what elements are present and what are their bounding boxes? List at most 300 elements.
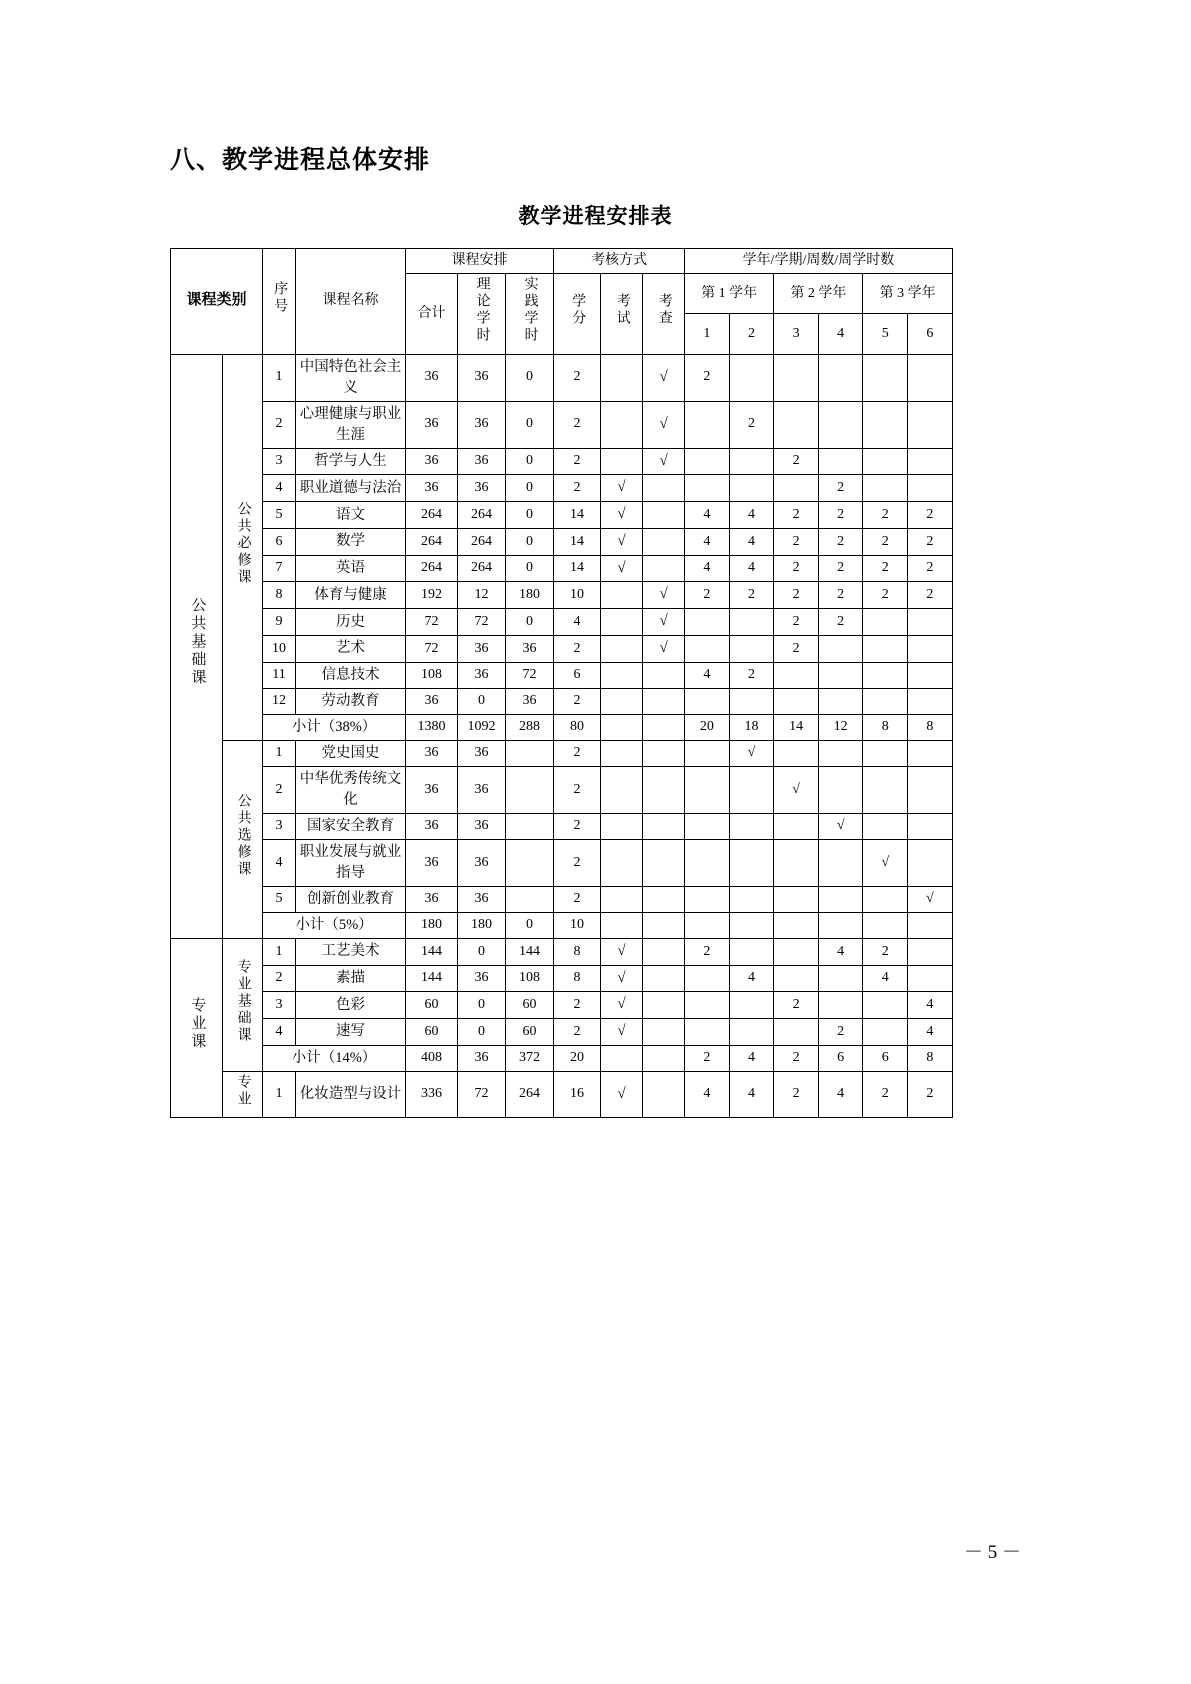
row-total-hours: 144 bbox=[406, 938, 458, 965]
row-term-3 bbox=[774, 886, 819, 912]
row-term-4 bbox=[818, 688, 863, 714]
row-term-6: 2 bbox=[908, 582, 953, 609]
row-term-6: 2 bbox=[908, 528, 953, 555]
row-term-3 bbox=[774, 688, 819, 714]
row-exam-mark bbox=[601, 609, 643, 636]
subtotal-term-5 bbox=[863, 912, 908, 938]
subtotal-lecture-hours: 180 bbox=[458, 912, 506, 938]
row-check-mark bbox=[643, 502, 685, 529]
subcategory-label: 专业 bbox=[235, 1073, 251, 1108]
row-credits: 8 bbox=[554, 965, 601, 992]
header-term-5: 5 bbox=[863, 314, 908, 354]
subtotal-label: 小计（5%） bbox=[263, 912, 406, 938]
row-exam-mark: √ bbox=[601, 528, 643, 555]
row-exam-mark bbox=[601, 766, 643, 813]
row-course-name: 中国特色社会主义 bbox=[296, 354, 406, 401]
subtotal-term-1: 2 bbox=[685, 1045, 730, 1071]
subtotal-total-hours: 1380 bbox=[406, 714, 458, 740]
row-lecture-hours: 72 bbox=[458, 1071, 506, 1117]
row-exam-mark: √ bbox=[601, 992, 643, 1019]
row-term-6 bbox=[908, 965, 953, 992]
table-row bbox=[171, 354, 953, 401]
row-practice-hours: 0 bbox=[506, 528, 554, 555]
row-practice-hours bbox=[506, 813, 554, 839]
subtotal-total-hours: 180 bbox=[406, 912, 458, 938]
row-term-3 bbox=[774, 938, 819, 965]
row-seq: 1 bbox=[263, 1071, 296, 1117]
row-lecture-hours: 36 bbox=[458, 662, 506, 688]
row-term-1 bbox=[685, 813, 730, 839]
row-term-3 bbox=[774, 354, 819, 401]
row-check-mark: √ bbox=[643, 635, 685, 662]
subtotal-term-1: 20 bbox=[685, 714, 730, 740]
row-term-4: 4 bbox=[818, 938, 863, 965]
table-row bbox=[171, 766, 953, 813]
row-exam-mark bbox=[601, 582, 643, 609]
table-row bbox=[171, 1019, 953, 1046]
row-term-3 bbox=[774, 839, 819, 886]
subtotal-term-4 bbox=[818, 912, 863, 938]
teaching-schedule-table bbox=[170, 248, 953, 1118]
row-total-hours: 36 bbox=[406, 448, 458, 475]
row-seq: 10 bbox=[263, 635, 296, 662]
row-total-hours: 336 bbox=[406, 1071, 458, 1117]
row-practice-hours: 60 bbox=[506, 1019, 554, 1046]
subtotal-term-5: 8 bbox=[863, 714, 908, 740]
row-term-5 bbox=[863, 635, 908, 662]
row-total-hours: 36 bbox=[406, 688, 458, 714]
subtotal-exam bbox=[601, 912, 643, 938]
row-seq: 4 bbox=[263, 1019, 296, 1046]
subtotal-term-5: 6 bbox=[863, 1045, 908, 1071]
subtotal-lecture-hours: 36 bbox=[458, 1045, 506, 1071]
row-lecture-hours: 36 bbox=[458, 401, 506, 448]
row-term-1 bbox=[685, 635, 730, 662]
header-course-name: 课程名称 bbox=[296, 249, 406, 355]
row-total-hours: 264 bbox=[406, 528, 458, 555]
row-credits: 10 bbox=[554, 582, 601, 609]
row-credits: 8 bbox=[554, 938, 601, 965]
header-exam: 考试 bbox=[601, 274, 643, 354]
row-exam-mark: √ bbox=[601, 965, 643, 992]
row-term-6 bbox=[908, 401, 953, 448]
row-term-1: 4 bbox=[685, 662, 730, 688]
row-lecture-hours: 264 bbox=[458, 502, 506, 529]
row-term-3: 2 bbox=[774, 448, 819, 475]
row-term-1 bbox=[685, 401, 730, 448]
row-course-name: 艺术 bbox=[296, 635, 406, 662]
row-total-hours: 36 bbox=[406, 740, 458, 766]
row-term-4: 2 bbox=[818, 582, 863, 609]
row-term-1: 2 bbox=[685, 582, 730, 609]
row-exam-mark: √ bbox=[601, 555, 643, 582]
row-total-hours: 36 bbox=[406, 354, 458, 401]
table-header bbox=[171, 249, 953, 355]
row-total-hours: 36 bbox=[406, 401, 458, 448]
subtotal-check bbox=[643, 714, 685, 740]
row-term-2 bbox=[729, 354, 774, 401]
row-exam-mark bbox=[601, 401, 643, 448]
row-term-4: 2 bbox=[818, 609, 863, 636]
row-term-4 bbox=[818, 740, 863, 766]
subtotal-term-6: 8 bbox=[908, 1045, 953, 1071]
row-seq: 2 bbox=[263, 766, 296, 813]
row-term-3 bbox=[774, 475, 819, 502]
row-term-4 bbox=[818, 354, 863, 401]
row-course-name: 职业道德与法治 bbox=[296, 475, 406, 502]
table-row bbox=[171, 992, 953, 1019]
row-term-3: 2 bbox=[774, 992, 819, 1019]
header-lecture-hours: 理论学时 bbox=[458, 274, 506, 354]
table-row bbox=[171, 528, 953, 555]
row-lecture-hours: 36 bbox=[458, 354, 506, 401]
row-practice-hours: 180 bbox=[506, 582, 554, 609]
row-term-5 bbox=[863, 813, 908, 839]
row-course-name: 色彩 bbox=[296, 992, 406, 1019]
row-term-5: 2 bbox=[863, 502, 908, 529]
row-credits: 16 bbox=[554, 1071, 601, 1117]
row-practice-hours: 0 bbox=[506, 401, 554, 448]
row-credits: 2 bbox=[554, 1019, 601, 1046]
table-row bbox=[171, 555, 953, 582]
header-term-1: 1 bbox=[685, 314, 730, 354]
row-check-mark: √ bbox=[643, 354, 685, 401]
row-term-3: 2 bbox=[774, 609, 819, 636]
subtotal-credits: 20 bbox=[554, 1045, 601, 1071]
row-term-5 bbox=[863, 609, 908, 636]
row-term-6: 2 bbox=[908, 502, 953, 529]
row-lecture-hours: 36 bbox=[458, 886, 506, 912]
row-total-hours: 36 bbox=[406, 839, 458, 886]
row-term-2: √ bbox=[729, 740, 774, 766]
row-seq: 4 bbox=[263, 839, 296, 886]
row-term-6 bbox=[908, 813, 953, 839]
row-term-2: 2 bbox=[729, 401, 774, 448]
row-term-4: 2 bbox=[818, 528, 863, 555]
row-term-2 bbox=[729, 813, 774, 839]
row-total-hours: 264 bbox=[406, 502, 458, 529]
row-credits: 14 bbox=[554, 502, 601, 529]
row-exam-mark: √ bbox=[601, 1019, 643, 1046]
row-term-3: 2 bbox=[774, 1071, 819, 1117]
row-term-4: 2 bbox=[818, 555, 863, 582]
row-term-1 bbox=[685, 1019, 730, 1046]
row-course-name: 素描 bbox=[296, 965, 406, 992]
header-year-1: 第 1 学年 bbox=[685, 274, 774, 314]
row-course-name: 历史 bbox=[296, 609, 406, 636]
row-practice-hours bbox=[506, 740, 554, 766]
header-row-1 bbox=[171, 249, 953, 274]
row-course-name: 数学 bbox=[296, 528, 406, 555]
row-term-4: 2 bbox=[818, 502, 863, 529]
row-term-5 bbox=[863, 475, 908, 502]
row-lecture-hours: 36 bbox=[458, 766, 506, 813]
row-seq: 2 bbox=[263, 401, 296, 448]
row-check-mark bbox=[643, 839, 685, 886]
row-term-5: 4 bbox=[863, 965, 908, 992]
subtotal-term-4: 12 bbox=[818, 714, 863, 740]
row-term-6: 2 bbox=[908, 555, 953, 582]
row-term-6 bbox=[908, 688, 953, 714]
table-row bbox=[171, 839, 953, 886]
row-total-hours: 60 bbox=[406, 992, 458, 1019]
header-term-2: 2 bbox=[729, 314, 774, 354]
category-cell-1 bbox=[171, 938, 223, 1117]
row-term-6: 4 bbox=[908, 1019, 953, 1046]
row-term-4 bbox=[818, 635, 863, 662]
row-term-3: 2 bbox=[774, 502, 819, 529]
row-course-name: 劳动教育 bbox=[296, 688, 406, 714]
row-credits: 2 bbox=[554, 354, 601, 401]
row-practice-hours: 108 bbox=[506, 965, 554, 992]
subtotal-label: 小计（14%） bbox=[263, 1045, 406, 1071]
row-lecture-hours: 0 bbox=[458, 1019, 506, 1046]
row-term-1 bbox=[685, 886, 730, 912]
header-term-group: 学年/学期/周数/周学时数 bbox=[685, 249, 953, 274]
subtotal-term-1 bbox=[685, 912, 730, 938]
row-term-3: 2 bbox=[774, 635, 819, 662]
row-term-1: 2 bbox=[685, 354, 730, 401]
row-term-2 bbox=[729, 938, 774, 965]
row-practice-hours: 0 bbox=[506, 555, 554, 582]
row-term-6 bbox=[908, 448, 953, 475]
subtotal-practice-hours: 288 bbox=[506, 714, 554, 740]
row-course-name: 英语 bbox=[296, 555, 406, 582]
row-term-4 bbox=[818, 766, 863, 813]
subtotal-row bbox=[171, 912, 953, 938]
row-term-3 bbox=[774, 662, 819, 688]
row-course-name: 心理健康与职业生涯 bbox=[296, 401, 406, 448]
row-seq: 3 bbox=[263, 448, 296, 475]
table-row bbox=[171, 813, 953, 839]
row-term-1 bbox=[685, 688, 730, 714]
row-exam-mark bbox=[601, 813, 643, 839]
table-body bbox=[171, 354, 953, 1118]
row-course-name: 化妆造型与设计 bbox=[296, 1071, 406, 1117]
row-course-name: 职业发展与就业指导 bbox=[296, 839, 406, 886]
row-check-mark bbox=[643, 475, 685, 502]
row-term-2: 4 bbox=[729, 502, 774, 529]
table-row bbox=[171, 582, 953, 609]
row-term-6 bbox=[908, 635, 953, 662]
row-term-3 bbox=[774, 965, 819, 992]
row-practice-hours: 72 bbox=[506, 662, 554, 688]
header-seq: 序号 bbox=[263, 249, 296, 355]
row-lecture-hours: 36 bbox=[458, 965, 506, 992]
row-term-3 bbox=[774, 813, 819, 839]
row-seq: 1 bbox=[263, 740, 296, 766]
subcategory-cell-1-0 bbox=[223, 938, 263, 1071]
row-seq: 1 bbox=[263, 938, 296, 965]
row-term-4 bbox=[818, 886, 863, 912]
row-term-4: 2 bbox=[818, 1019, 863, 1046]
row-credits: 2 bbox=[554, 475, 601, 502]
row-lecture-hours: 36 bbox=[458, 740, 506, 766]
row-credits: 14 bbox=[554, 528, 601, 555]
row-seq: 4 bbox=[263, 475, 296, 502]
row-lecture-hours: 36 bbox=[458, 448, 506, 475]
row-lecture-hours: 36 bbox=[458, 475, 506, 502]
row-term-6: 2 bbox=[908, 1071, 953, 1117]
row-term-2 bbox=[729, 992, 774, 1019]
row-term-4: √ bbox=[818, 813, 863, 839]
row-term-5 bbox=[863, 401, 908, 448]
row-practice-hours: 0 bbox=[506, 502, 554, 529]
row-lecture-hours: 0 bbox=[458, 688, 506, 714]
row-check-mark bbox=[643, 1071, 685, 1117]
row-term-2 bbox=[729, 688, 774, 714]
row-term-6 bbox=[908, 740, 953, 766]
subtotal-credits: 10 bbox=[554, 912, 601, 938]
row-check-mark bbox=[643, 766, 685, 813]
row-term-2: 2 bbox=[729, 582, 774, 609]
row-credits: 2 bbox=[554, 401, 601, 448]
row-term-1: 4 bbox=[685, 1071, 730, 1117]
row-term-2 bbox=[729, 1019, 774, 1046]
subtotal-practice-hours: 0 bbox=[506, 912, 554, 938]
row-term-2 bbox=[729, 886, 774, 912]
header-course-arrangement: 课程安排 bbox=[406, 249, 554, 274]
header-year-2: 第 2 学年 bbox=[774, 274, 863, 314]
row-credits: 2 bbox=[554, 635, 601, 662]
subcategory-cell-0-0 bbox=[223, 354, 263, 740]
subtotal-credits: 80 bbox=[554, 714, 601, 740]
row-term-1: 2 bbox=[685, 938, 730, 965]
row-check-mark: √ bbox=[643, 401, 685, 448]
row-term-5 bbox=[863, 354, 908, 401]
row-credits: 2 bbox=[554, 839, 601, 886]
row-exam-mark bbox=[601, 839, 643, 886]
row-total-hours: 36 bbox=[406, 886, 458, 912]
row-term-1 bbox=[685, 992, 730, 1019]
row-total-hours: 36 bbox=[406, 475, 458, 502]
row-check-mark bbox=[643, 555, 685, 582]
row-credits: 2 bbox=[554, 886, 601, 912]
row-check-mark: √ bbox=[643, 582, 685, 609]
row-exam-mark: √ bbox=[601, 938, 643, 965]
row-seq: 3 bbox=[263, 813, 296, 839]
table-row bbox=[171, 1071, 953, 1117]
row-term-3: 2 bbox=[774, 555, 819, 582]
header-check: 考查 bbox=[643, 274, 685, 354]
row-total-hours: 192 bbox=[406, 582, 458, 609]
row-term-5 bbox=[863, 448, 908, 475]
row-check-mark bbox=[643, 688, 685, 714]
row-total-hours: 108 bbox=[406, 662, 458, 688]
row-seq: 7 bbox=[263, 555, 296, 582]
subtotal-exam bbox=[601, 1045, 643, 1071]
row-lecture-hours: 72 bbox=[458, 609, 506, 636]
row-seq: 8 bbox=[263, 582, 296, 609]
subtotal-label: 小计（38%） bbox=[263, 714, 406, 740]
row-course-name: 体育与健康 bbox=[296, 582, 406, 609]
row-term-2 bbox=[729, 766, 774, 813]
row-seq: 11 bbox=[263, 662, 296, 688]
row-term-3 bbox=[774, 401, 819, 448]
row-check-mark bbox=[643, 740, 685, 766]
row-course-name: 工艺美术 bbox=[296, 938, 406, 965]
row-course-name: 哲学与人生 bbox=[296, 448, 406, 475]
row-term-4 bbox=[818, 965, 863, 992]
row-term-2 bbox=[729, 839, 774, 886]
row-term-5: 2 bbox=[863, 582, 908, 609]
row-lecture-hours: 36 bbox=[458, 813, 506, 839]
row-term-6 bbox=[908, 475, 953, 502]
row-practice-hours: 36 bbox=[506, 635, 554, 662]
row-term-2: 4 bbox=[729, 965, 774, 992]
subtotal-row bbox=[171, 1045, 953, 1071]
subtotal-check bbox=[643, 912, 685, 938]
row-term-4: 2 bbox=[818, 475, 863, 502]
subtotal-term-2 bbox=[729, 912, 774, 938]
row-practice-hours: 264 bbox=[506, 1071, 554, 1117]
row-check-mark bbox=[643, 662, 685, 688]
row-term-5 bbox=[863, 886, 908, 912]
row-check-mark: √ bbox=[643, 609, 685, 636]
row-check-mark bbox=[643, 886, 685, 912]
row-term-3: √ bbox=[774, 766, 819, 813]
row-practice-hours bbox=[506, 766, 554, 813]
row-exam-mark: √ bbox=[601, 1071, 643, 1117]
subtotal-term-6 bbox=[908, 912, 953, 938]
row-total-hours: 72 bbox=[406, 635, 458, 662]
subcategory-label: 公共必修课 bbox=[235, 501, 251, 586]
row-seq: 12 bbox=[263, 688, 296, 714]
row-practice-hours: 144 bbox=[506, 938, 554, 965]
header-term-6: 6 bbox=[908, 314, 953, 354]
header-credits: 学分 bbox=[554, 274, 601, 354]
row-term-4 bbox=[818, 992, 863, 1019]
row-term-4 bbox=[818, 401, 863, 448]
row-exam-mark bbox=[601, 886, 643, 912]
row-credits: 2 bbox=[554, 688, 601, 714]
subtotal-term-3 bbox=[774, 912, 819, 938]
row-term-4: 4 bbox=[818, 1071, 863, 1117]
header-term-4: 4 bbox=[818, 314, 863, 354]
category-label: 专业课 bbox=[189, 997, 206, 1052]
row-term-5: √ bbox=[863, 839, 908, 886]
table-row bbox=[171, 502, 953, 529]
row-lecture-hours: 36 bbox=[458, 839, 506, 886]
subtotal-exam bbox=[601, 714, 643, 740]
row-course-name: 中华优秀传统文化 bbox=[296, 766, 406, 813]
schedule-table-wrapper bbox=[170, 248, 951, 1118]
table-row bbox=[171, 688, 953, 714]
row-term-1 bbox=[685, 448, 730, 475]
row-check-mark bbox=[643, 1019, 685, 1046]
row-total-hours: 36 bbox=[406, 766, 458, 813]
table-row bbox=[171, 401, 953, 448]
row-credits: 2 bbox=[554, 740, 601, 766]
header-total: 合计 bbox=[406, 274, 458, 354]
row-term-1 bbox=[685, 740, 730, 766]
row-credits: 2 bbox=[554, 766, 601, 813]
row-term-5 bbox=[863, 662, 908, 688]
subtotal-term-3: 2 bbox=[774, 1045, 819, 1071]
row-credits: 2 bbox=[554, 813, 601, 839]
row-term-3: 2 bbox=[774, 528, 819, 555]
row-course-name: 国家安全教育 bbox=[296, 813, 406, 839]
table-row bbox=[171, 740, 953, 766]
subtotal-term-4: 6 bbox=[818, 1045, 863, 1071]
row-exam-mark bbox=[601, 354, 643, 401]
row-seq: 2 bbox=[263, 965, 296, 992]
row-term-5 bbox=[863, 688, 908, 714]
row-lecture-hours: 264 bbox=[458, 528, 506, 555]
row-term-2 bbox=[729, 635, 774, 662]
subtotal-term-2: 4 bbox=[729, 1045, 774, 1071]
row-term-1: 4 bbox=[685, 555, 730, 582]
